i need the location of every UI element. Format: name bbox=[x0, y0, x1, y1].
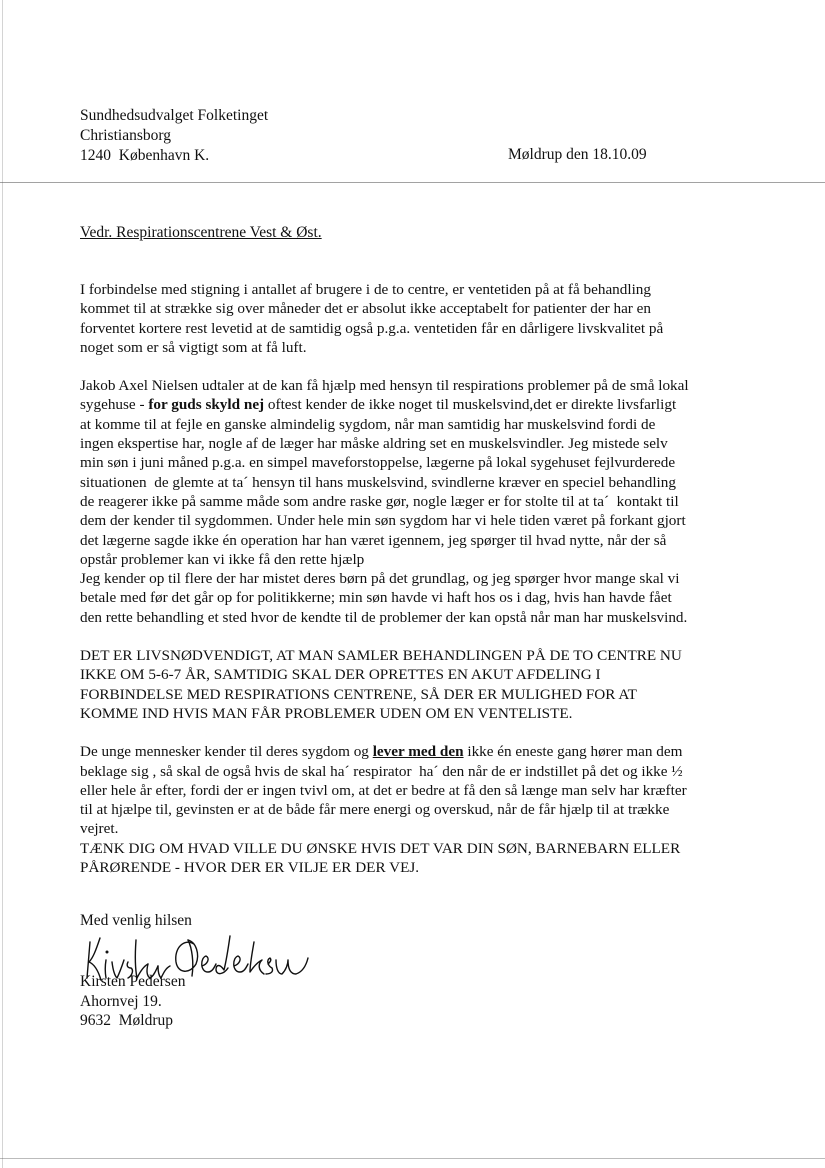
scan-edge bbox=[2, 0, 3, 1168]
scan-divider-top bbox=[0, 182, 825, 183]
emphasis-text: lever med den bbox=[372, 743, 464, 761]
text-line: opstår problemer kan vi ikke få den rette hjælp bbox=[80, 550, 365, 568]
recipient-line: Sundhedsudvalget Folketinget bbox=[80, 107, 269, 124]
sender-name: Kirsten Pedersen bbox=[80, 973, 186, 990]
text-line: at komme til at fejle en ganske almindelig sygdom, når man samtidig har muskelsvind fordi de bbox=[80, 415, 656, 433]
recipient-line: 1240 København K. bbox=[80, 147, 210, 164]
text-line: Jakob Axel Nielsen udtaler at de kan få hjælp med hensyn til respirations problemer på de små lokal bbox=[80, 377, 689, 395]
text-line: TÆNK DIG OM HVAD VILLE DU ØNSKE HVIS DET VAR DIN SØN, BARNEBARN ELLER bbox=[80, 839, 681, 857]
scan-divider-bottom bbox=[0, 1158, 825, 1159]
text-line: til at hjælpe til, gevinsten er at de både får mere energi og overskud, når de får hjælp til at trække bbox=[80, 801, 670, 819]
letter-date: Møldrup den 18.10.09 bbox=[508, 146, 647, 163]
sender-street: Ahornvej 19. bbox=[80, 992, 162, 1010]
sender-address bbox=[80, 972, 185, 1031]
text-line: dem der kender til sygdommen. Under hele min søn sygdom har vi hele tiden været på forkant gjort bbox=[80, 512, 686, 530]
paragraph-3 bbox=[80, 646, 748, 723]
text-line bbox=[80, 395, 748, 414]
text-run: sygehuse - bbox=[80, 396, 149, 414]
text-line: vejret. bbox=[80, 820, 119, 838]
text-line: FORBINDELSE MED RESPIRATIONS CENTRENE, SÅ DER ER MULIGHED FOR AT bbox=[80, 685, 637, 703]
text-line: noget som er så vigtigt som at få luft. bbox=[80, 338, 307, 356]
text-line: eller hele år efter, fordi der er ingen tvivl om, at det er bedre at få den så længe man selv har kræfter bbox=[80, 781, 687, 799]
recipient-line: Christiansborg bbox=[80, 127, 171, 144]
text-line bbox=[80, 742, 748, 761]
text-line: I forbindelse med stigning i antallet af brugere i de to centre, er ventetiden på at få behandling bbox=[80, 281, 651, 298]
text-line: KOMME IND HVIS MAN FÅR PROBLEMER UDEN OM EN VENTELISTE. bbox=[80, 704, 573, 722]
text-line: IKKE OM 5-6-7 ÅR, SAMTIDIG SKAL DER OPRETTES EN AKUT AFDELING I bbox=[80, 666, 601, 684]
text-line: PÅRØRENDE - HVOR DER ER VILJE ER DER VEJ. bbox=[80, 859, 420, 877]
text-line: forventet kortere rest levetid at de samtidig også p.g.a. ventetiden får en dårligere livskvalitet på bbox=[80, 319, 664, 337]
text-run: ikke én eneste gang hører man dem bbox=[463, 743, 683, 761]
letter-body bbox=[80, 280, 748, 877]
text-line: Jeg kender op til flere der har mistet deres børn på det grundlag, og jeg spørger hvor mange skal vi bbox=[80, 570, 680, 588]
text-run: De unge mennesker kender til deres sygdom og bbox=[80, 743, 373, 761]
emphasis-text: for guds skyld nej bbox=[148, 396, 265, 414]
text-run: oftest kender de ikke noget til muskelsvind,det er direkte livsfarligt bbox=[264, 396, 677, 414]
text-line: situationen de glemte at ta´ hensyn til hans muskelsvind, svindlerne kræver en speciel behandling bbox=[80, 473, 676, 491]
text-line: den rette behandling et sted hvor de kendte til de problemer der kan opstå når man har muskelsvind. bbox=[80, 608, 688, 626]
text-line: de reagerer ikke på samme måde som andre raske gør, nogle læger er for stolte til at ta´ kontakt til bbox=[80, 492, 679, 510]
text-line: min søn i juni måned p.g.a. en simpel maveforstoppelse, lægerne på lokal sygehuset fejlvurderede bbox=[80, 454, 676, 472]
paragraph-4 bbox=[80, 742, 748, 877]
recipient-address bbox=[80, 106, 268, 166]
text-line: kommet til at strække sig over måneder det er absolut ikke acceptabelt for patienter der har en bbox=[80, 300, 651, 318]
text-line: ingen ekspertise har, nogle af de læger har måske aldring set en muskelsvindler. Jeg mistede selv bbox=[80, 435, 668, 453]
text-line: DET ER LIVSNØDVENDIGT, AT MAN SAMLER BEHANDLINGEN PÅ DE TO CENTRE NU bbox=[80, 647, 682, 665]
text-line: det lægerne sagde ikke én operation har han været igennem, jeg spørger til hvad nytte, når der så bbox=[80, 531, 667, 549]
sender-city: 9632 Møldrup bbox=[80, 1012, 173, 1029]
letter-subject: Vedr. Respirationscentrene Vest & Øst. bbox=[80, 224, 322, 241]
text-line: betale med før det går op for politikkerne; min søn havde vi haft hos os i dag, hvis han havde fået bbox=[80, 589, 672, 607]
paragraph-2 bbox=[80, 376, 748, 627]
closing-salutation: Med venlig hilsen bbox=[80, 912, 192, 929]
paragraph-1 bbox=[80, 280, 748, 357]
text-line: beklage sig , så skal de også hvis de skal ha´ respirator ha´ den når de er indstillet på det og ikke ½ bbox=[80, 762, 683, 780]
